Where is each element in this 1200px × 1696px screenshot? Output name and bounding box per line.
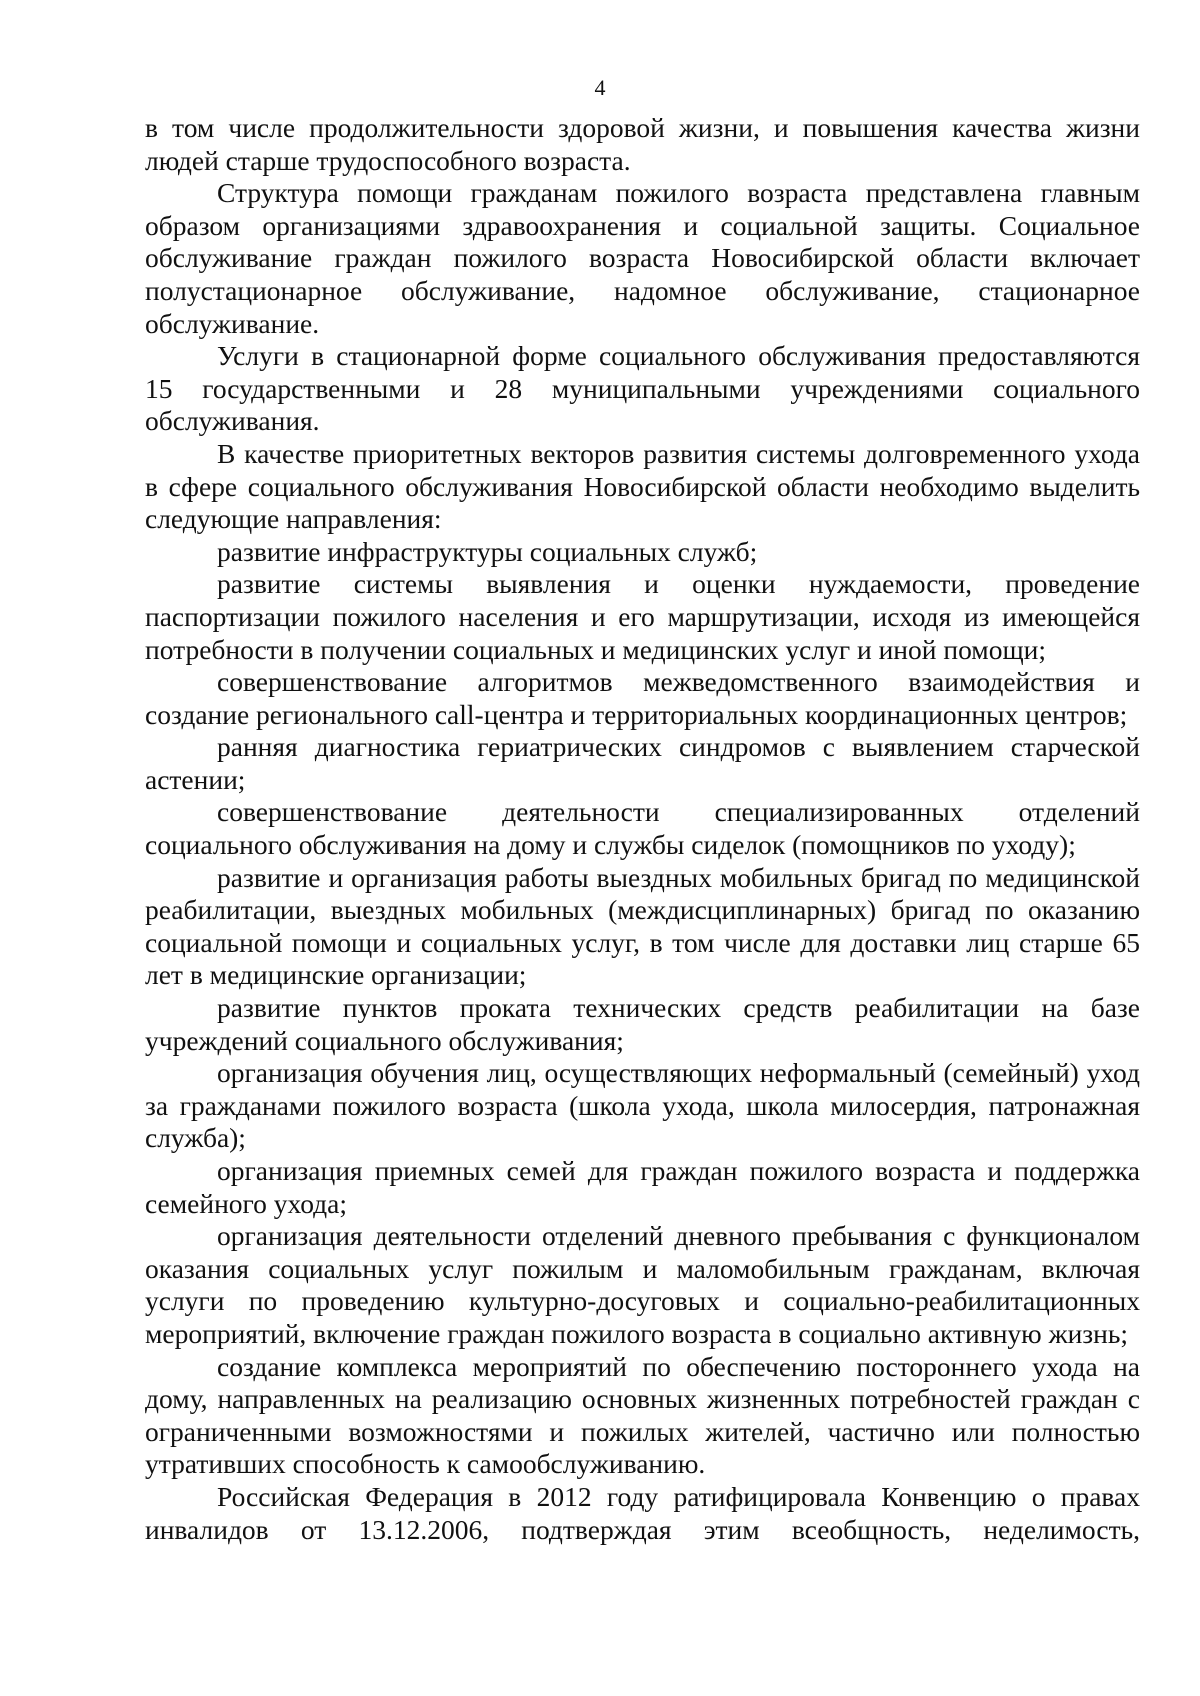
list-item: развитие пунктов проката технических средств реабилитации на базе учреждений социального обслуживания;: [145, 992, 1140, 1056]
page-number: 4: [594, 75, 606, 100]
list-item: организация деятельности отделений дневного пребывания с функционалом оказания социальных услуг пожилым и маломобильным гражданам, включая услуги по проведению культурно-досуговых и социально-реабилитационных мероприятий, включение граждан пожилого возраста в социально активную жизнь;: [145, 1220, 1140, 1349]
list-item: организация обучения лиц, осуществляющих неформальный (семейный) уход за гражданами пожилого возраста (школа ухода, школа милосердия, патронажная служба);: [145, 1057, 1140, 1154]
paragraph: Российская Федерация в 2012 году ратифицировала Конвенцию о правах инвалидов от 13.12.2006, подтверждая этим всеобщность, неделимость,: [145, 1480, 1140, 1545]
list-item: организация приемных семей для граждан пожилого возраста и поддержка семейного ухода;: [145, 1155, 1140, 1219]
document-body: [145, 112, 1140, 1546]
list-item: создание комплекса мероприятий по обеспечению постороннего ухода на дому, направленных на реализацию основных жизненных потребностей граждан с ограниченными возможностями и пожилых жителей, частично или полностью утративших способность к самообслуживанию.: [145, 1350, 1140, 1480]
paragraph: В качестве приоритетных векторов развития системы долговременного ухода в сфере социального обслуживания Новосибирской области необходимо выделить следующие направления:: [145, 437, 1140, 535]
list-item: развитие и организация работы выездных мобильных бригад по медицинской реабилитации, выездных мобильных (междисциплинарных) бригад по оказанию социальной помощи и социальных услуг, в том числе для доставки лиц старше 65 лет в медицинские организации;: [145, 861, 1140, 991]
list-item: совершенствование деятельности специализированных отделений социального обслуживания на дому и службы сиделок (помощников по уходу);: [145, 796, 1140, 861]
list-item: ранняя диагностика гериатрических синдромов с выявлением старческой астении;: [145, 731, 1140, 795]
list-item: совершенствование алгоритмов межведомственного взаимодействия и создание регионального call-центра и территориальных координационных центров;: [145, 666, 1140, 730]
list-item: развитие инфраструктуры социальных служб;: [217, 535, 758, 567]
list-item: развитие системы выявления и оценки нуждаемости, проведение паспортизации пожилого населения и его маршрутизации, исходя из имеющейся потребности в получении социальных и медицинских услуг и иной помощи;: [145, 568, 1140, 665]
paragraph: в том числе продолжительности здоровой жизни, и повышения качества жизни людей старше трудоспособного возраста.: [145, 112, 1140, 176]
paragraph: Услуги в стационарной форме социального обслуживания предоставляются 15 государственными и 28 муниципальными учреждениями социального обслуживания.: [145, 340, 1140, 437]
paragraph: Структура помощи гражданам пожилого возраста представлена главным образом организациями здравоохранения и социальной защиты. Социальное обслуживание граждан пожилого возраста Новосибирской области включает полустационарное обслуживание, надомное обслуживание, стационарное обслуживание.: [145, 177, 1140, 339]
